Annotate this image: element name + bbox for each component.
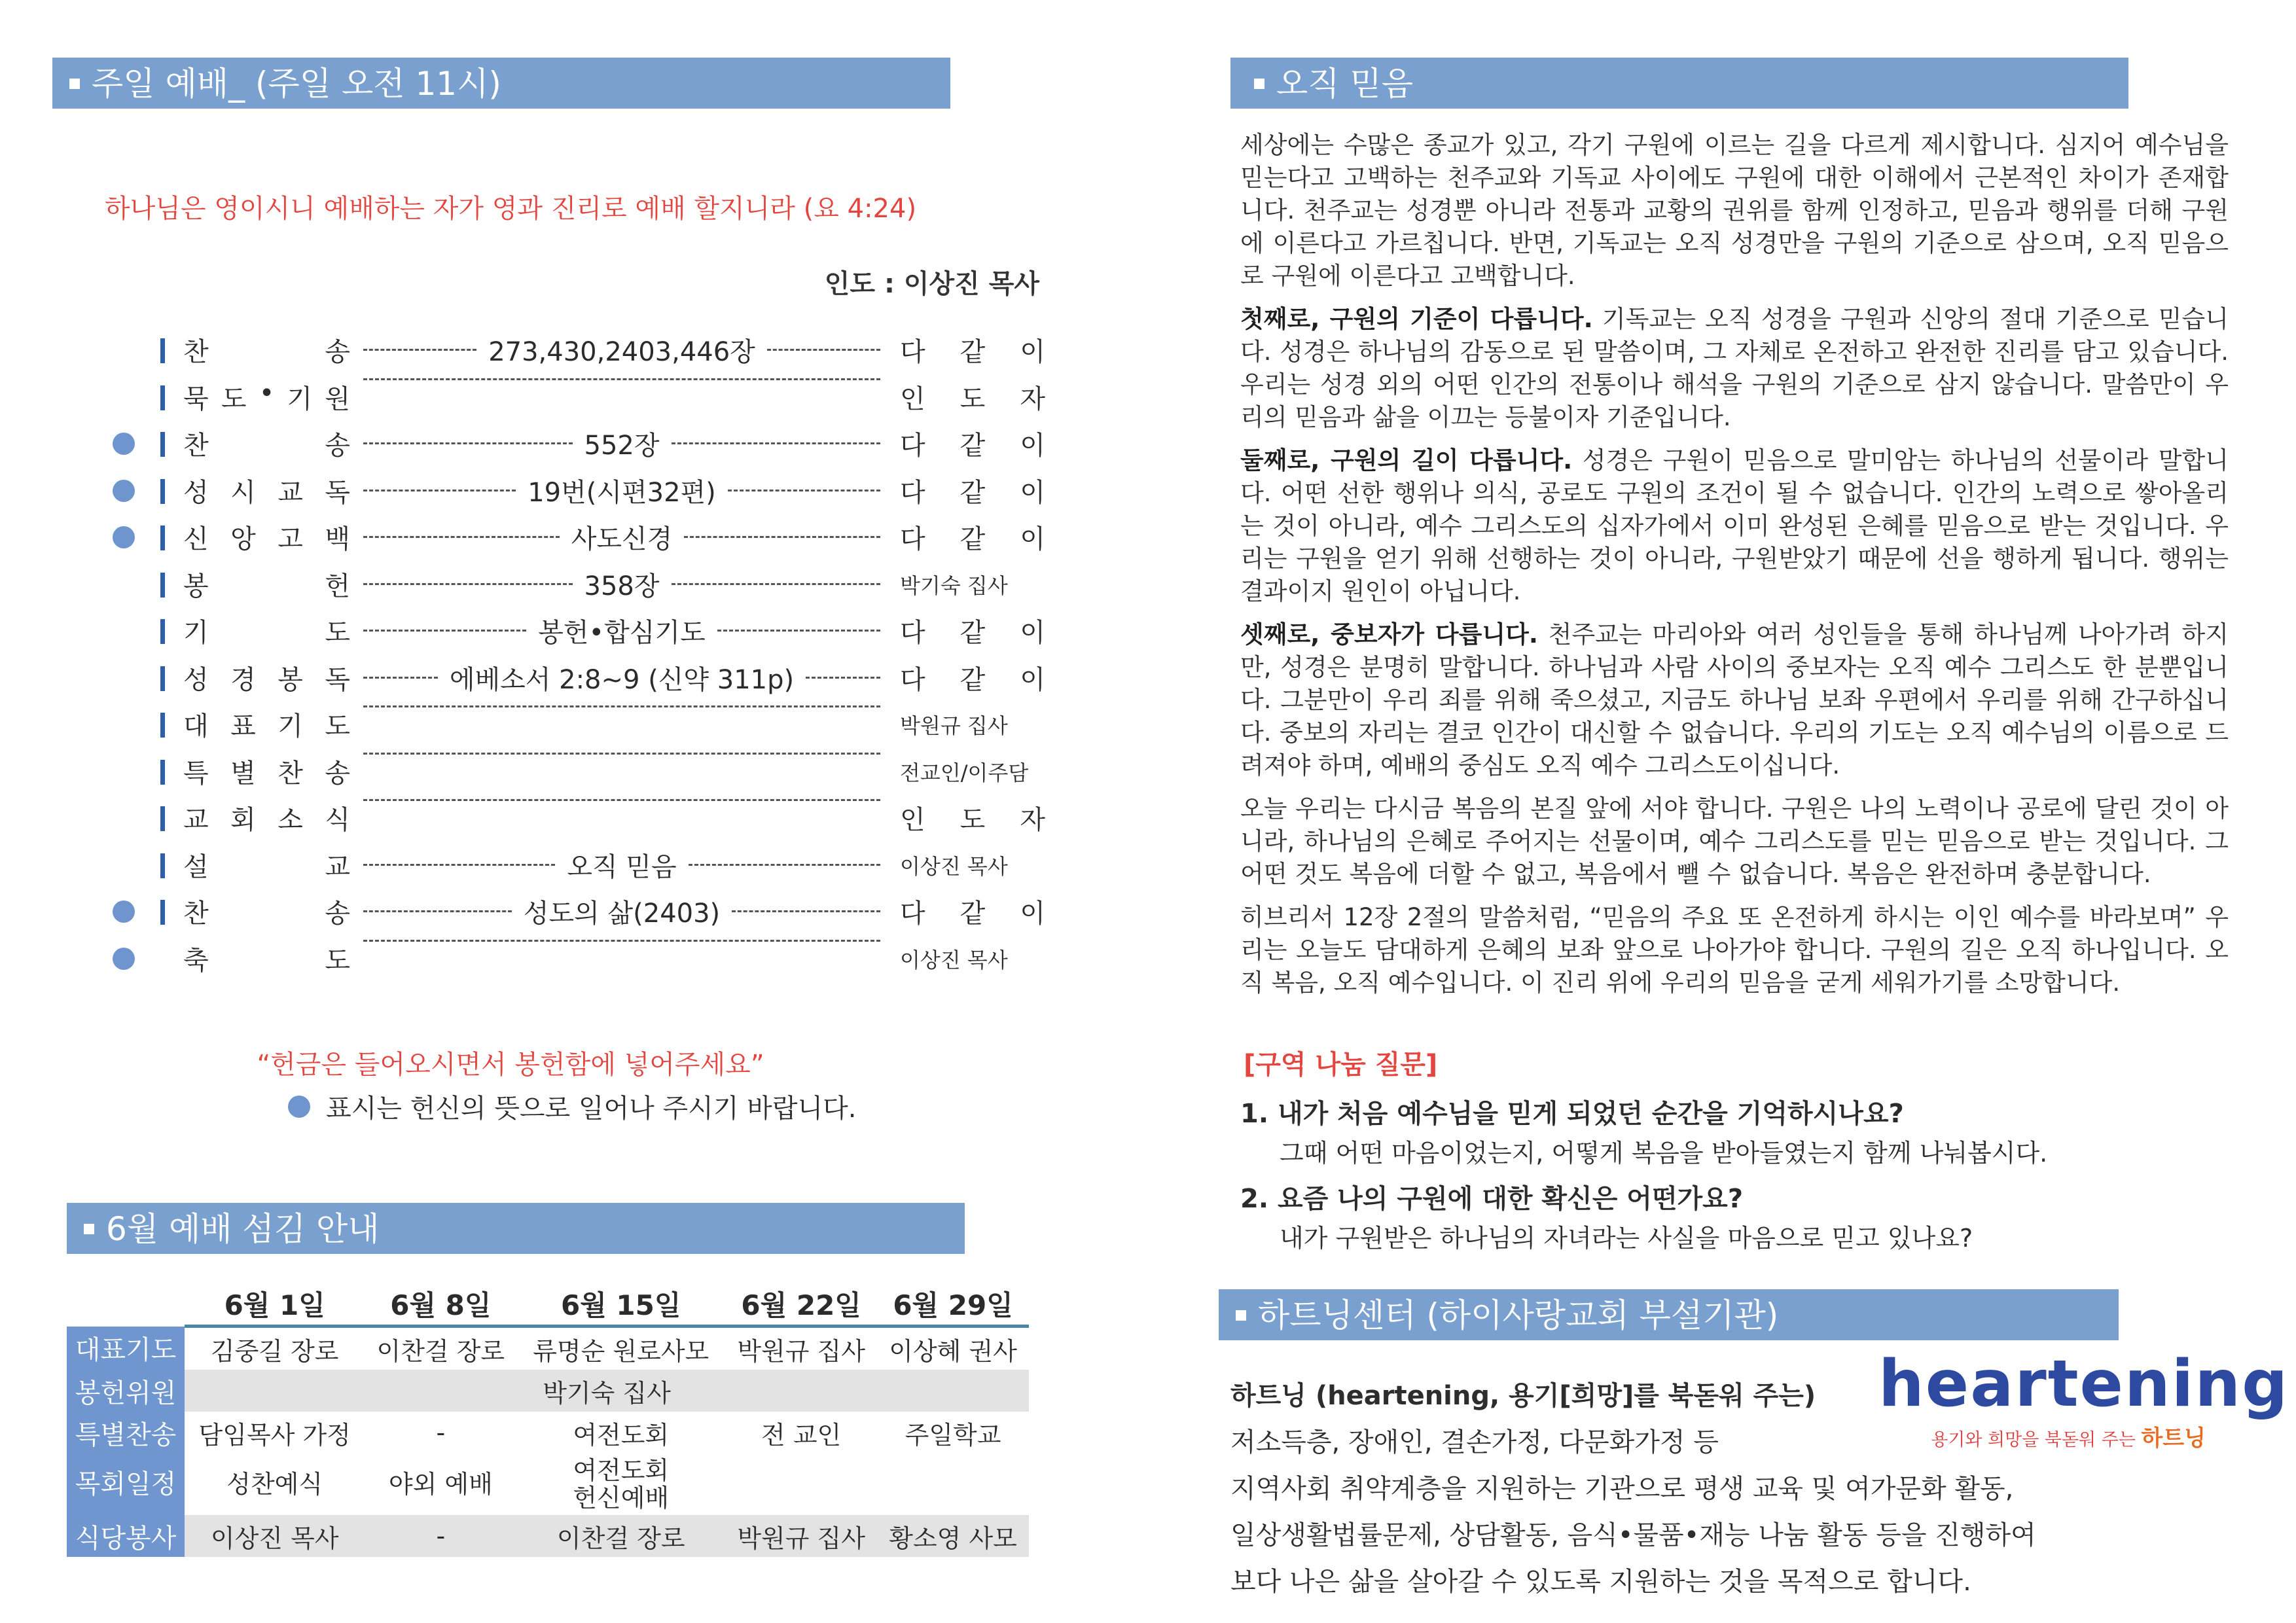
order-of-service	[98, 327, 1047, 982]
table-cell-merged: 박기숙 집사	[185, 1370, 1029, 1412]
order-person: 다 같 이	[900, 664, 1045, 695]
question-text: 2. 요즘 나의 구원에 대한 확신은 어떤가요?	[1240, 1184, 1744, 1214]
center-line: 저소득층, 장애인, 결손가정, 다문화가정 등	[1230, 1427, 1719, 1457]
question-subtext: 그때 어떤 마음이었는지, 어떻게 복음을 받아들였는지 함께 나눠봅시다.	[1280, 1139, 2048, 1168]
question-subtext: 내가 구원받은 하나님의 자녀라는 사실을 마음으로 믿고 있나요?	[1280, 1224, 1973, 1253]
order-row	[98, 562, 1047, 609]
center-line: 보다 나은 삶을 살아갈 수 있도록 지원하는 것을 목적으로 합니다.	[1230, 1567, 1971, 1597]
order-detail: 봉헌•합심기도	[363, 612, 880, 649]
square-bullet-icon	[1254, 79, 1265, 89]
bar-marker-icon	[160, 479, 165, 504]
service-header: 주일 예배_ (주일 오전 11시)	[52, 58, 950, 109]
order-detail: 오직 믿음	[363, 846, 880, 883]
table-row	[67, 1454, 1029, 1515]
center-line: 하트닝 (heartening, 용기[희망]를 북돋워 주는)	[1230, 1381, 1816, 1411]
bar-marker-icon	[160, 338, 165, 363]
order-person: 다 같 이	[900, 899, 1045, 929]
order-person: 다 같 이	[900, 337, 1045, 367]
date-header: 6월 1일	[185, 1283, 365, 1327]
order-row	[98, 889, 1047, 936]
table-cell: -	[365, 1515, 516, 1557]
table-cell	[725, 1454, 877, 1515]
bar-marker-icon	[160, 619, 165, 644]
table-row	[67, 1327, 1029, 1370]
order-row	[98, 421, 1047, 468]
table-cell: 주일학교	[905, 1420, 1001, 1450]
order-row	[98, 374, 1047, 421]
bar-marker-icon	[160, 900, 165, 925]
order-detail: 19번(시편32편)	[363, 472, 880, 509]
bar-marker-icon	[160, 666, 165, 691]
table-cell: 여전도회 헌신예배	[573, 1456, 670, 1512]
schedule-table	[67, 1283, 1029, 1557]
table-cell: 담임목사 가정	[198, 1420, 351, 1450]
sermon-point-2: 둘째로, 구원의 길이 다릅니다. 성경은 구원이 믿음으로 말미암는 하나님의 선물이라 말합니다. 어떤 선한 행위나 의식, 공로도 구원의 조건이 될 수 없습니다. 인간의 노력으로 쌓아올리는 것이 아니라, 예수 그리스도의 십자가에서 이미 완성된 은혜를 믿음으로 받는 것입니다. 우리는 구원을 얻기 위해 선행하는 것이 아니라, 구원받았기 때문에 선을 행하게 됩니다. 행위는 결과이지 원인이 아닙니다.	[1240, 446, 2229, 605]
order-row	[98, 749, 1047, 796]
table-cell: 이상진 목사	[185, 1515, 365, 1557]
question-1	[1240, 1093, 2047, 1169]
bar-marker-icon	[160, 385, 165, 410]
logo-wordmark: heartening	[1878, 1347, 2289, 1421]
order-detail: 성도의 삶(2403)	[363, 893, 880, 930]
point-heading: 첫째로, 구원의 기준이 다릅니다.	[1240, 305, 1593, 333]
order-label: 기 도	[183, 618, 350, 648]
order-row	[98, 702, 1047, 749]
role-label: 식당봉사	[67, 1515, 185, 1557]
order-row	[98, 795, 1047, 842]
order-detail: 358장	[363, 565, 880, 603]
date-header: 6월 15일	[516, 1283, 725, 1327]
corner-cell	[67, 1283, 185, 1327]
order-row	[98, 842, 1047, 889]
order-detail: 사도신경	[363, 518, 880, 556]
bar-marker-icon	[160, 573, 165, 597]
bar-marker-icon	[160, 526, 165, 550]
sermon-paragraph: 오늘 우리는 다시금 복음의 본질 앞에 서야 합니다. 구원은 나의 노력이나 공로에 달린 것이 아니라, 하나님의 은혜로 주어지는 선물이며, 예수 그리스도를 믿는 믿음으로 받는 것입니다. 그 어떤 것도 복음에 더할 수 없고, 복음에서 뺄 수 없습니다. 복음은 완전하며 충분합니다.	[1240, 794, 2229, 888]
role-label: 특별찬송	[67, 1412, 185, 1454]
order-label: 찬 송	[183, 431, 350, 461]
question-text: 1. 내가 처음 예수님을 믿게 되었던 순간을 기억하시나요?	[1240, 1099, 1904, 1129]
table-cell: 이상혜 권사	[889, 1336, 1017, 1366]
order-label: 묵 도 • 기 원	[183, 378, 350, 414]
order-label: 봉 헌	[183, 571, 350, 601]
heartening-logo	[1878, 1347, 2289, 1452]
order-row	[98, 608, 1047, 655]
sermon-body	[1240, 129, 2229, 1010]
order-person: 인 도 자	[900, 383, 1045, 414]
table-cell: 이찬걸 장로	[516, 1515, 725, 1557]
order-detail	[363, 940, 880, 942]
order-person: 다 같 이	[900, 524, 1045, 554]
order-detail	[363, 378, 880, 380]
table-row	[67, 1515, 1029, 1557]
sermon-point-1: 첫째로, 구원의 기준이 다릅니다. 기독교는 오직 성경을 구원과 신앙의 절대 기준으로 믿습니다. 성경은 하나님의 감동으로 된 말씀이며, 그 자체로 온전하고 완전한 진리를 담고 있습니다. 우리는 성경 외의 어떤 인간의 전통이나 해석을 구원의 기준으로 삼지 않습니다. 말씀만이 우리의 믿음과 삶을 이끄는 등불이자 기준입니다.	[1240, 305, 2229, 431]
sermon-conclusion: 히브리서 12장 2절의 말씀처럼, “믿음의 주요 또 온전하게 하시는 이인 예수를 바라보며” 우리는 오늘도 담대하게 은혜의 보좌 앞으로 나아가야 합니다. 구원의 길은 오직 하나입니다. 오직 복음, 오직 예수입니다. 이 진리 위에 우리의 믿음을 굳게 세워가기를 소망합니다.	[1240, 903, 2229, 997]
table-cell: 성찬예식	[226, 1470, 323, 1499]
standing-note: 표시는 헌신의 뜻으로 일어나 주시기 바랍니다.	[288, 1088, 856, 1125]
date-header: 6월 29일	[877, 1283, 1029, 1327]
table-cell: 박원규 집사	[725, 1515, 877, 1557]
stand-dot-icon	[113, 433, 135, 455]
order-label: 설 교	[183, 851, 350, 882]
order-person: 다 같 이	[900, 431, 1045, 461]
bar-marker-icon	[160, 853, 165, 878]
order-person: 박기숙 집사	[900, 573, 1008, 598]
table-cell: 전 교인	[761, 1420, 842, 1450]
order-person: 박원규 집사	[900, 713, 1008, 738]
order-label: 축 도	[183, 945, 350, 976]
table-cell: 야외 예배	[388, 1470, 493, 1499]
order-label: 성 경 봉 독	[183, 664, 350, 695]
stand-dot-icon	[113, 480, 135, 502]
square-bullet-icon	[69, 79, 80, 89]
order-row	[98, 936, 1047, 983]
dot-icon	[288, 1096, 310, 1118]
table-cell: 여전도회	[573, 1420, 670, 1450]
scripture-verse: 하나님은 영이시니 예배하는 자가 영과 진리로 예배 할지니라 (요 4:24)	[104, 194, 917, 224]
order-person: 이상진 목사	[900, 947, 1008, 972]
stand-dot-icon	[113, 901, 135, 923]
order-row	[98, 468, 1047, 515]
date-header: 6월 22일	[725, 1283, 877, 1327]
order-label: 대 표 기 도	[183, 711, 350, 741]
square-bullet-icon	[84, 1224, 94, 1234]
bar-marker-icon	[160, 760, 165, 785]
table-cell	[877, 1454, 1029, 1515]
order-label: 찬 송	[183, 899, 350, 929]
table-cell: 박원규 집사	[737, 1336, 865, 1366]
role-label: 대표기도	[67, 1327, 185, 1370]
order-person: 다 같 이	[900, 618, 1045, 648]
center-line: 지역사회 취약계층을 지원하는 기관으로 평생 교육 및 여가문화 활동,	[1230, 1474, 2014, 1504]
order-person: 다 같 이	[900, 477, 1045, 508]
table-cell: 이찬걸 장로	[376, 1336, 505, 1366]
stand-dot-icon	[113, 526, 135, 548]
order-detail	[363, 705, 880, 707]
order-label: 찬 송	[183, 337, 350, 367]
date-header: 6월 8일	[365, 1283, 516, 1327]
schedule-header: 6월 예배 섬김 안내	[67, 1203, 965, 1254]
order-person: 인 도 자	[900, 805, 1045, 835]
point-heading: 셋째로, 중보자가 다릅니다.	[1240, 620, 1538, 649]
table-cell: 류명순 원로사모	[533, 1336, 709, 1366]
table-cell: 김중길 장로	[210, 1336, 339, 1366]
sermon-header: 오직 믿음	[1230, 58, 2128, 109]
schedule-header-row	[67, 1283, 1029, 1327]
service-leader: 인도 : 이상진 목사	[824, 269, 1039, 299]
bar-marker-icon	[160, 432, 165, 457]
point-heading: 둘째로, 구원의 길이 다릅니다.	[1240, 446, 1573, 474]
order-row	[98, 327, 1047, 374]
logo-tagline: 용기와 희망을 북돋워 주는 하트닝	[1931, 1425, 2206, 1452]
offering-note: “헌금은 들어오시면서 봉헌함에 넣어주세요”	[257, 1050, 764, 1080]
square-bullet-icon	[1236, 1310, 1246, 1321]
table-cell: 황소영 사모	[877, 1515, 1029, 1557]
order-label: 특 별 찬 송	[183, 758, 350, 789]
sermon-intro: 세상에는 수많은 종교가 있고, 각기 구원에 이르는 길을 다르게 제시합니다. 심지어 예수님을 믿는다고 고백하는 천주교와 기독교 사이에도 구원에 대한 이해에서 근본적인 차이가 존재합니다. 천주교는 성경뿐 아니라 전통과 교황의 권위를 함께 인정하고, 믿음과 행위를 더해 구원에 이른다고 가르칩니다. 반면, 기독교는 오직 성경만을 구원의 기준으로 삼으며, 오직 믿음으로 구원에 이른다고 고백합니다.	[1240, 131, 2229, 290]
order-detail: 273,430,2403,446장	[363, 331, 880, 368]
order-detail	[363, 753, 880, 755]
question-2	[1240, 1178, 1973, 1254]
order-detail: 에베소서 2:8~9 (신약 311p)	[363, 659, 880, 696]
table-row	[67, 1370, 1029, 1412]
order-row	[98, 655, 1047, 702]
order-label: 교 회 소 식	[183, 805, 350, 835]
order-person: 전교인/이주담	[900, 760, 1029, 785]
center-header: 하트닝센터 (하이사랑교회 부설기관)	[1219, 1289, 2119, 1340]
order-label: 신 앙 고 백	[183, 524, 350, 554]
table-cell: -	[436, 1418, 446, 1447]
order-detail: 552장	[363, 425, 880, 462]
center-line: 일상생활법률문제, 상담활동, 음식•물품•재능 나눔 활동 등을 진행하여	[1230, 1520, 2036, 1550]
stand-dot-icon	[113, 948, 135, 970]
questions-title: [구역 나눔 질문]	[1244, 1050, 1438, 1080]
bar-marker-icon	[160, 806, 165, 831]
order-person: 이상진 목사	[900, 853, 1008, 879]
order-row	[98, 514, 1047, 562]
order-detail	[363, 799, 880, 801]
sermon-point-3: 셋째로, 중보자가 다릅니다. 천주교는 마리아와 여러 성인들을 통해 하나님께 나아가려 하지만, 성경은 분명히 말합니다. 하나님과 사람 사이의 중보자는 오직 예수 그리스도 한 분뿐입니다. 그분만이 우리 죄를 위해 죽으셨고, 지금도 하나님 보좌 우편에서 우리를 위해 간구하십니다. 중보의 자리는 결코 인간이 대신할 수 없습니다. 우리의 기도는 오직 예수님의 이름으로 드려져야 하며, 예배의 중심도 오직 예수 그리스도이십니다.	[1240, 620, 2229, 779]
order-label: 성 시 교 독	[183, 477, 350, 508]
role-label: 봉헌위원	[67, 1370, 185, 1412]
table-row	[67, 1412, 1029, 1454]
role-label: 목회일정	[67, 1454, 185, 1515]
bar-marker-icon	[160, 713, 165, 738]
